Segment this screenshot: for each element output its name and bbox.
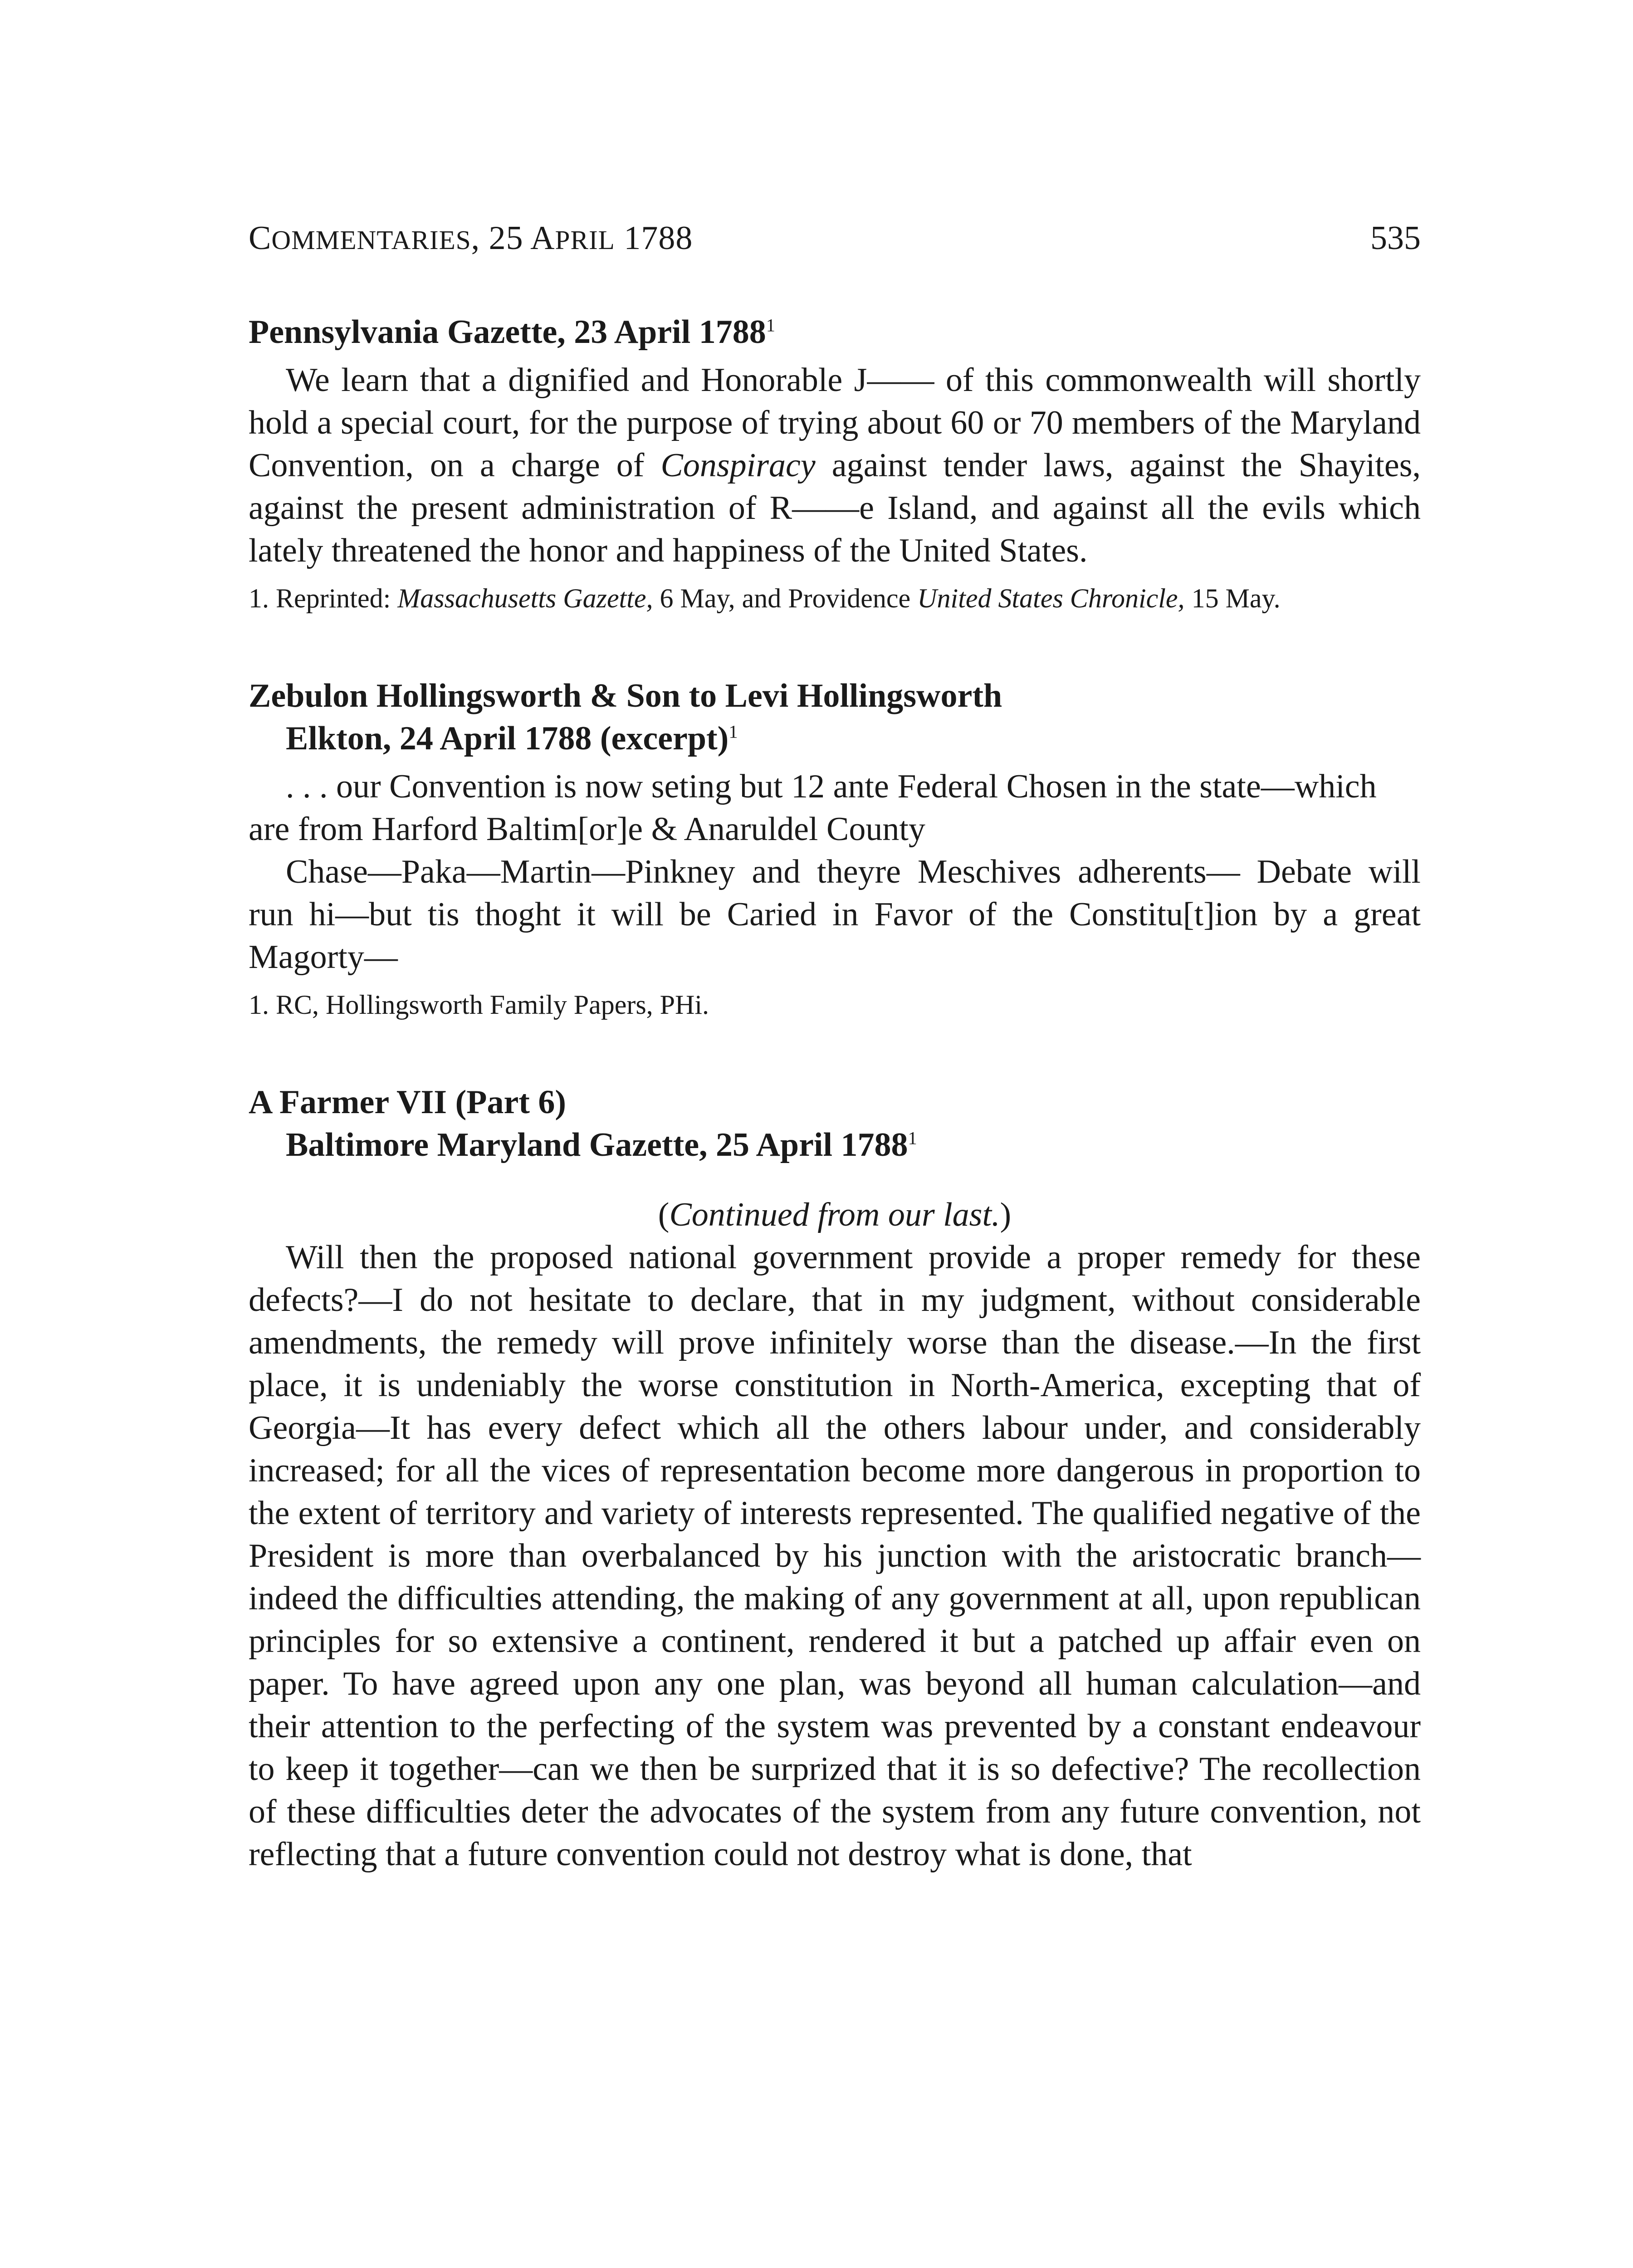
section-pennsylvania-gazette [249,311,1421,616]
section-hollingsworth-letter [249,675,1421,1023]
footnote: 1. Reprinted: Massachusetts Gazette, 6 May, and Providence United States Chronicle, 15 May. [249,583,1281,613]
running-head [249,213,1421,263]
section-body [249,1236,1421,1876]
continued-note: (Continued from our last.) [658,1196,1012,1233]
body-paragraph: We learn that a dignified and Honorable J—— of this commonwealth will shortly hold a special court, for the purpose of trying about 60 or 70 members of the Maryland Convention, on a charge of Conspiracy against tender laws, against the Shayites, against the present administration of R——e Island, and against all the evils which lately threatened the honor and happiness of the United States. [249,362,1421,569]
section-title: Pennsylvania Gazette, 23 April 1788$^1$ [249,313,776,351]
section-title: A Farmer VII (Part 6) Baltimore Maryland Gazette, 25 April 1788$^1$ [249,1084,917,1163]
body-paragraph: . . . our Convention is now seting but 12 ante Federal Chosen in the state—which are from Harford Baltim[or]e & Anaruldel County [249,768,1377,848]
body-paragraph: Chase—Paka—Martin—Pinkney and theyre Meschives adherents— Debate will run hi—but tis thoght it will be Caried in Favor of the Constitu[t]ion by a great Magorty— [249,853,1421,976]
footnote: 1. RC, Hollingsworth Family Papers, PHi. [249,990,709,1020]
body-paragraph: Will then the proposed national government provide a proper remedy for these defects?—I do not hesitate to declare, that in my judgment, without considerable amendments, the remedy will prove infinitely worse than the disease.—In the first place, it is undeniably the worse constitution in North-America, excepting that of Georgia—It has every defect which all the others labour under, and considerably increased; for all the vices of representation become more dangerous in proportion to the extent of territory and variety of interests represented. The qualified negative of the President is more than overbalanced by his junction with the aristocratic branch—indeed the difficulties attending, the making of any government at all, upon republican principles for so extensive a continent, rendered it but a patched up affair even on paper. To have agreed upon any one plan, was beyond all human calculation—and their attention to the perfecting of the system was prevented by a constant endeavour to keep it together—can we then be surprized that it is so defective? The recollection of these difficulties deter the advocates of the system from any future convention, not reflecting that a future convention could not destroy what is done, that [249,1239,1421,1873]
section-farmer-vii [249,1081,1421,1876]
page-content [249,311,1421,1876]
section-body [249,359,1421,572]
document-page [249,0,1421,2268]
section-title: Zebulon Hollingsworth & Son to Levi Hollingsworth Elkton, 24 April 1788 (excerpt)$^1$ [249,677,1002,757]
running-head-title: COMMENTARIES, 25 APRIL 1788 [249,220,693,257]
page-number: 535 [1370,220,1421,257]
section-body [249,765,1421,978]
